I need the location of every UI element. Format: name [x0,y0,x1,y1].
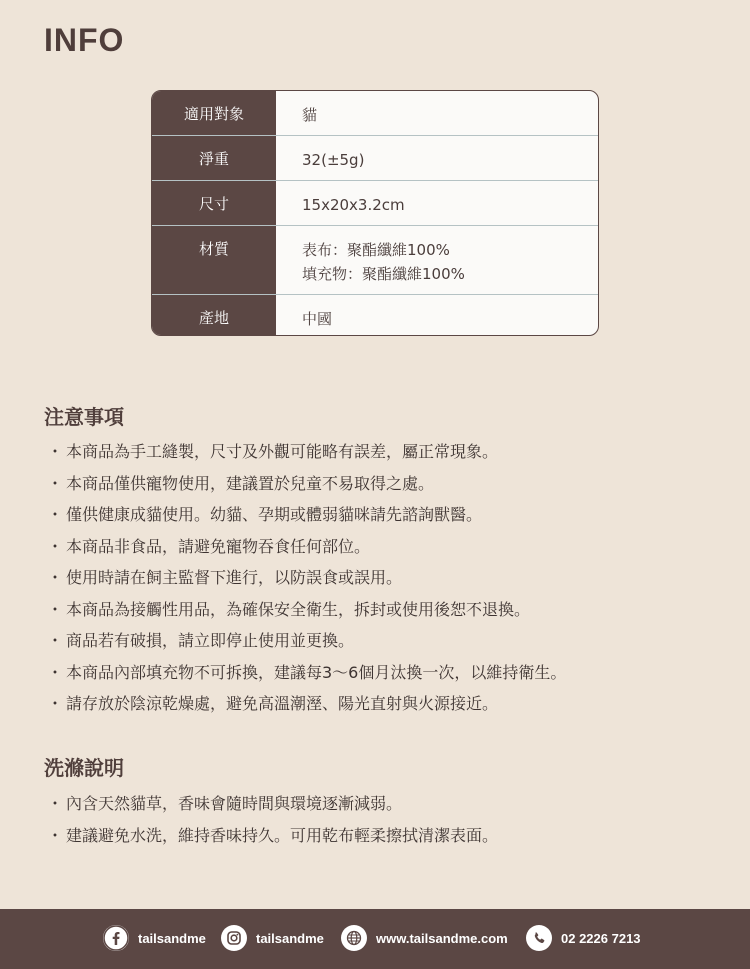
spec-label: 尺寸 [152,181,276,225]
instagram-text: tailsandme [256,930,324,946]
washing-list [44,788,498,851]
spec-row-size [152,180,598,225]
spec-value-line: 15x20x3.2cm [302,196,405,214]
list-item-text: 商品若有破損，請立即停止使用並更換。 [66,631,355,650]
spec-label: 淨重 [152,136,276,180]
list-item-text: 內含天然貓草，香味會隨時間與環境逐漸減弱。 [66,794,403,813]
list-item: ・ 商品若有破損，請立即停止使用並更換。 [46,631,355,650]
list-item-text: 請存放於陰涼乾燥處，避免高溫潮溼、陽光直射與火源接近。 [66,694,499,713]
website-link[interactable] [341,925,508,951]
list-item-text: 建議避免水洗，維持香味持久。可用乾布輕柔擦拭清潔表面。 [66,825,499,845]
spec-label: 產地 [152,295,276,335]
spec-row-weight [152,135,598,180]
page-title: INFO [44,22,125,58]
notes-title: 注意事項 [44,405,124,429]
spec-value-line: 填充物：聚酯纖維100% [302,265,465,283]
spec-value [276,226,598,294]
spec-row-target [152,91,598,135]
list-item-text: 僅供健康成貓使用。幼貓、孕期或體弱貓咪請先諮詢獸醫。 [66,505,483,524]
facebook-link[interactable] [103,925,206,951]
list-item-text: 本商品僅供寵物使用，建議置於兒童不易取得之處。 [66,473,435,493]
notes-list [44,436,566,720]
washing-title: 洗滌說明 [44,756,124,780]
phone-icon [526,925,552,951]
spec-value-line: 32(±5g) [302,151,365,169]
footer [0,909,750,969]
list-item: ・ 本商品非食品，請避免寵物吞食任何部位。 [46,536,371,556]
spec-label: 材質 [152,226,276,294]
list-item: ・ 本商品為手工縫製，尺寸及外觀可能略有誤差，屬正常現象。 [46,442,499,461]
list-item: ・ 建議避免水洗，維持香味持久。可用乾布輕柔擦拭清潔表面。 [46,825,499,845]
spec-value-line: 中國 [302,310,333,328]
spec-value [276,91,598,135]
list-item-text: 本商品為接觸性用品，為確保安全衛生，拆封或使用後恕不退換。 [66,599,531,619]
spec-label: 適用對象 [152,91,276,135]
list-item: ・ 內含天然貓草，香味會隨時間與環境逐漸減弱。 [46,794,403,813]
website-text: www.tailsandme.com [376,930,508,946]
list-item: ・ 使用時請在飼主監督下進行，以防誤食或誤用。 [46,568,403,587]
list-item-text: 本商品為手工縫製，尺寸及外觀可能略有誤差，屬正常現象。 [66,442,499,461]
list-item: ・ 本商品為接觸性用品，為確保安全衛生，拆封或使用後恕不退換。 [46,599,531,619]
list-item: ・ 請存放於陰涼乾燥處，避免高溫潮溼、陽光直射與火源接近。 [46,694,499,713]
spec-value [276,181,598,225]
spec-table [151,90,599,336]
spec-row-origin [152,294,598,335]
list-item-text: 本商品內部填充物不可拆換，建議每3～6個月汰換一次，以維持衛生。 [66,662,567,682]
instagram-icon [221,925,247,951]
spec-value [276,136,598,180]
spec-value-line: 表布：聚酯纖維100% [302,241,450,259]
instagram-link[interactable] [221,925,324,951]
list-item: ・ 僅供健康成貓使用。幼貓、孕期或體弱貓咪請先諮詢獸醫。 [46,505,483,524]
list-item-text: 本商品非食品，請避免寵物吞食任何部位。 [66,536,371,556]
phone-text: 02 2226 7213 [561,930,641,946]
globe-icon [341,925,367,951]
spec-value [276,295,598,335]
facebook-text: tailsandme [138,930,206,946]
phone-link[interactable] [526,925,641,951]
list-item: ・ 本商品僅供寵物使用，建議置於兒童不易取得之處。 [46,473,435,493]
spec-value-line: 貓 [302,106,318,124]
list-item: ・ 本商品內部填充物不可拆換，建議每3～6個月汰換一次，以維持衛生。 [46,662,567,682]
spec-row-material [152,225,598,294]
list-item-text: 使用時請在飼主監督下進行，以防誤食或誤用。 [66,568,403,587]
facebook-icon [103,925,129,951]
